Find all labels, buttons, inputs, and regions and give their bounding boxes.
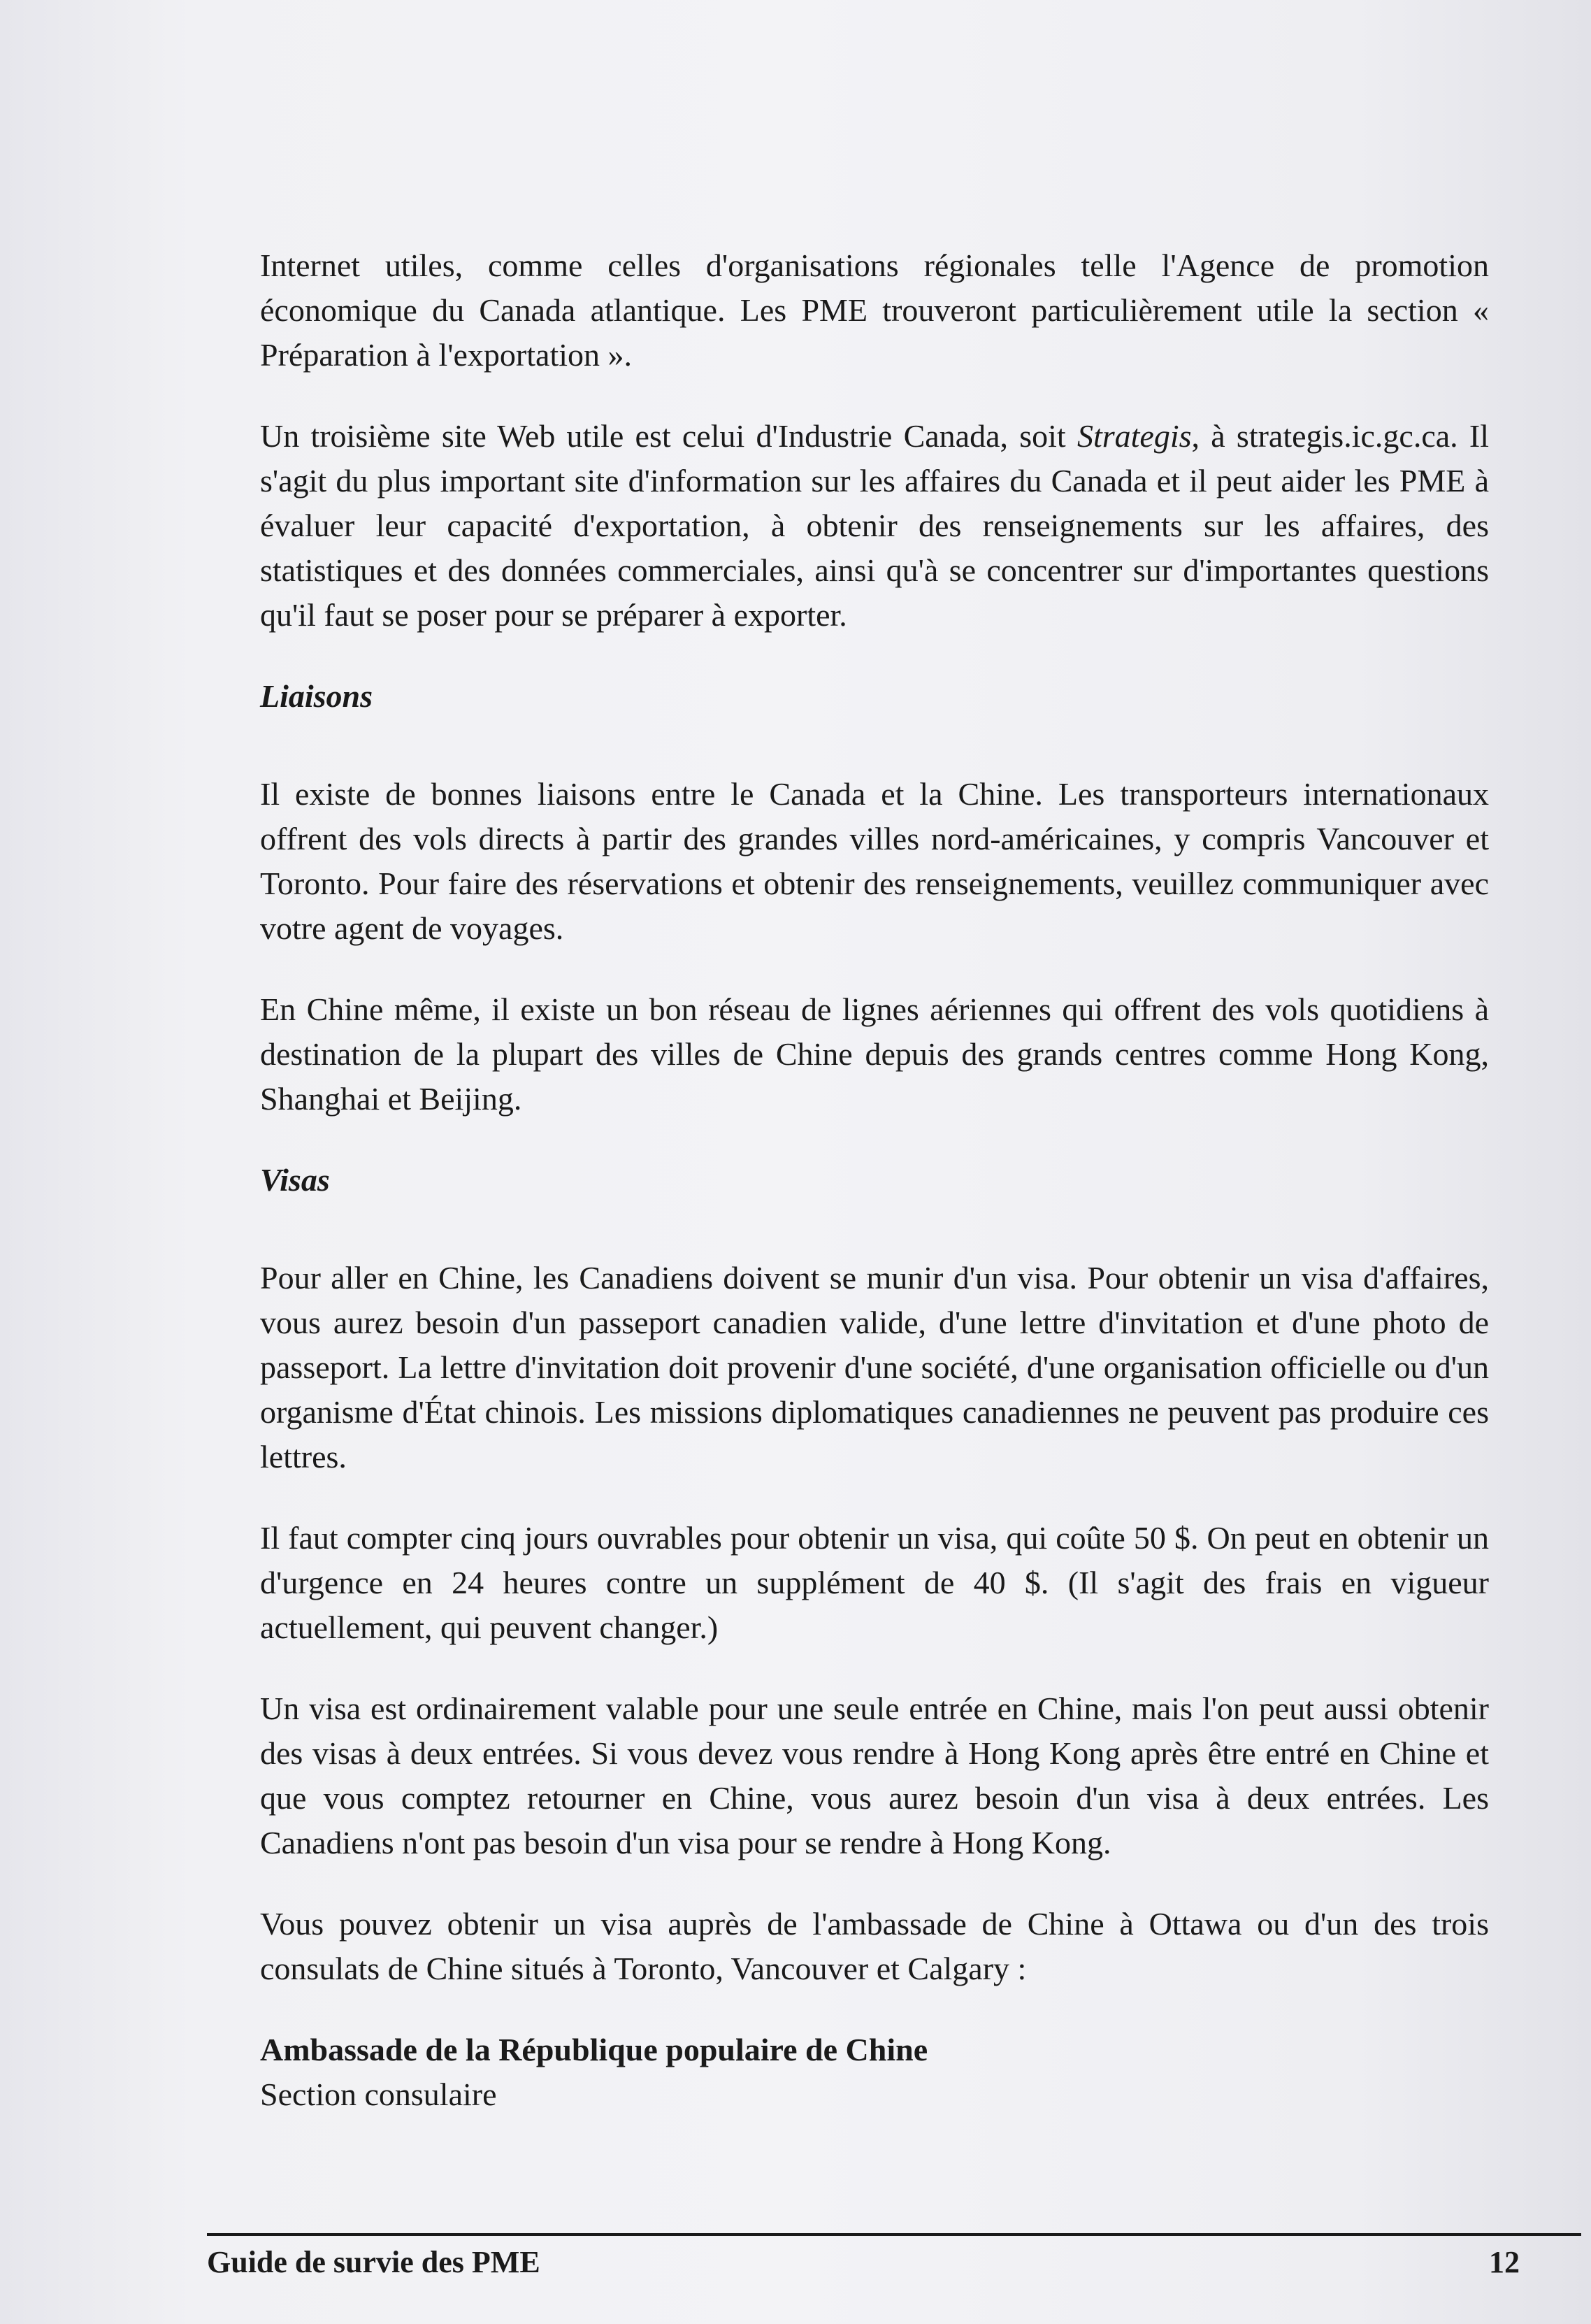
paragraph-visas-4: Vous pouvez obtenir un visa auprès de l'ambassade de Chine à Ottawa ou d'un des trois consulats de Chine situés à Toronto, Vancouver et Calgary :	[260, 1906, 1489, 1986]
paragraph-liaisons-1: Il existe de bonnes liaisons entre le Canada et la Chine. Les transporteurs internationaux offrent des vols directs à partir des grandes villes nord-américaines, y compris Vancouver et Toronto. Pour faire des réservations et obtenir des renseignements, veuillez communiquer avec votre agent de voyages.	[260, 776, 1489, 946]
paragraph-visas-3: Un visa est ordinairement valable pour une seule entrée en Chine, mais l'on peut aussi obtenir des visas à deux entrées. Si vous devez vous rendre à Hong Kong après être entré en Chine et que vous comptez retourner en Chine, vous aurez besoin d'un visa à deux entrées. Les Canadiens n'ont pas besoin d'un visa pour se rendre à Hong Kong.	[260, 1691, 1489, 1860]
strategis-text-after: , à strategis.ic.gc.ca. Il s'agit du plus important site d'information sur les affaires du Canada et il peut aider les PME à évaluer leur capacité d'exportation, à obtenir des renseignements sur les affaires, des statistiques et des données commerciales, ainsi qu'à se concentrer sur d'importantes questions qu'il faut se poser pour se préparer à exporter.	[260, 418, 1489, 633]
heading-visas: Visas	[260, 1162, 330, 1198]
embassy-name: Ambassade de la République populaire de Chine	[260, 2032, 928, 2067]
page-body	[260, 243, 1489, 2117]
footer-divider	[207, 2233, 1581, 2236]
paragraph-liaisons-2: En Chine même, il existe un bon réseau de lignes aériennes qui offrent des vols quotidiens à destination de la plupart des villes de Chine depuis des grands centres comme Hong Kong, Shanghai et Beijing.	[260, 991, 1489, 1117]
page-number: 12	[1489, 2245, 1520, 2279]
paragraph-visas-2: Il faut compter cinq jours ouvrables pour obtenir un visa, qui coûte 50 $. On peut en obtenir un d'urgence en 24 heures contre un supplément de 40 $. (Il s'agit des frais en vigueur actuellement, qui peuvent changer.)	[260, 1520, 1489, 1645]
embassy-section: Section consulaire	[260, 2076, 497, 2112]
paragraph-visas-1: Pour aller en Chine, les Canadiens doivent se munir d'un visa. Pour obtenir un visa d'affaires, vous aurez besoin d'un passeport canadien valide, d'une lettre d'invitation et d'une photo de passeport. La lettre d'invitation doit provenir d'une société, d'une organisation officielle ou d'un organisme d'État chinois. Les missions diplomatiques canadiennes ne peuvent pas produire ces lettres.	[260, 1260, 1489, 1475]
paragraph-strategis	[260, 414, 1489, 638]
heading-liaisons: Liaisons	[260, 678, 373, 714]
footer-title: Guide de survie des PME	[207, 2245, 540, 2279]
paragraph-intro: Internet utiles, comme celles d'organisations régionales telle l'Agence de promotion économique du Canada atlantique. Les PME trouveront particulièrement utile la section « Préparation à l'exportation ».	[260, 248, 1489, 373]
strategis-italic: Strategis	[1077, 418, 1192, 454]
strategis-text-before: Un troisième site Web utile est celui d'Industrie Canada, soit	[260, 418, 1077, 454]
